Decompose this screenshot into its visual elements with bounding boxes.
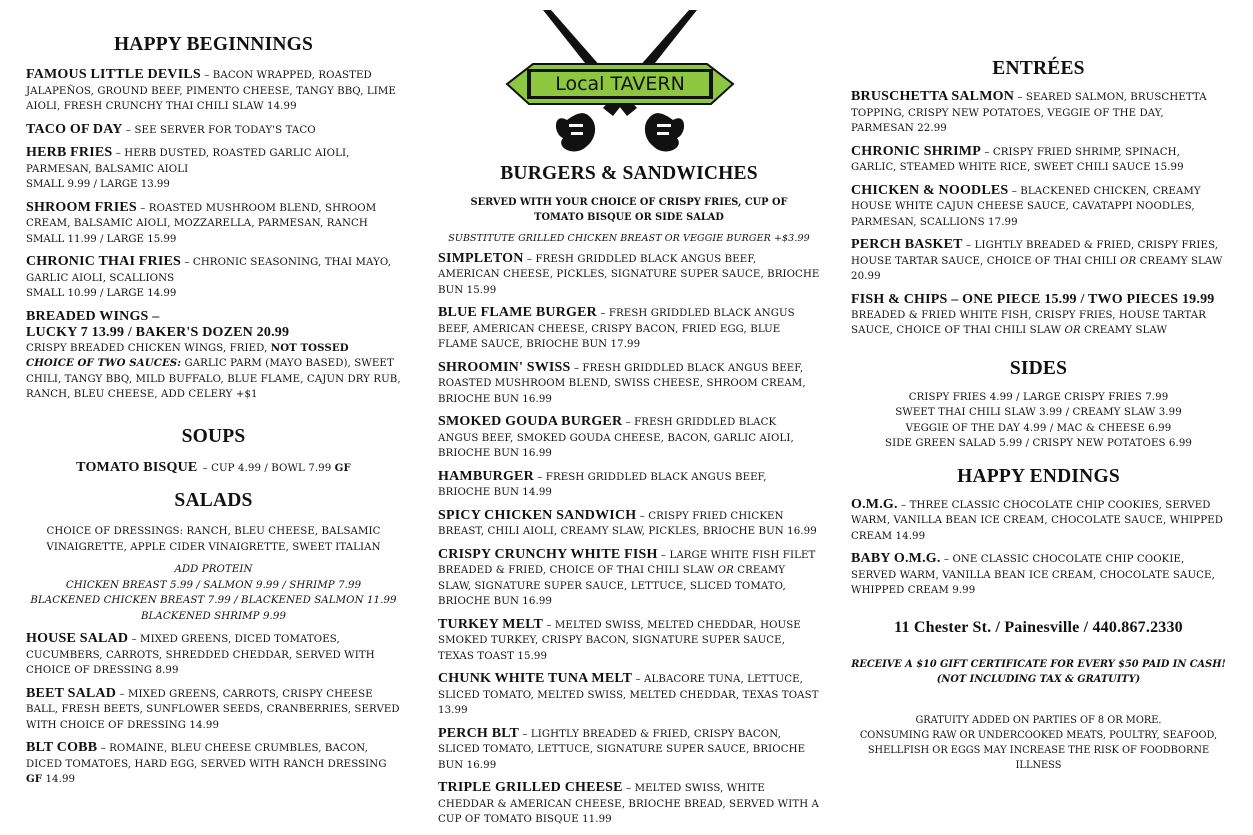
item-description: FRESH GRIDDLED BLACK ANGUS BEEF, ROASTED MUSHROOM BLEND, SWISS CHEESE, SHROOM CREAM, BRIOCHE BUN 16.99 — [438, 362, 806, 405]
item-description: BLACKENED CHICKEN, CREAMY HOUSE WHITE CAJUN CHEESE SAUCE, CAVATAPPI NOODLES, PARMESAN, SCALLIONS 17.99 — [851, 185, 1201, 228]
item-name: PERCH BLT — [438, 725, 520, 741]
menu-item: BRUSCHETTA SALMON – SEARED SALMON, BRUSCHETTA TOPPING, CRISPY NEW POTATOES, VEGGIE OF THE DAY, PARMESAN 22.99 — [851, 89, 1207, 134]
item-name: SMOKED GOUDA BURGER — [438, 414, 623, 429]
item-description: LIGHTLY BREADED & FRIED, CRISPY BACON, SLICED TOMATO, LETTUCE, SIGNATURE SUPER SAUCE, BRIOCHE BUN 16.99 — [438, 728, 806, 771]
side-line: CRISPY FRIES 4.99 / LARGE CRISPY FRIES 7.99 — [908, 391, 1169, 403]
cash-promo: RECEIVE A $10 GIFT CERTIFICATE FOR EVERY $50 PAID IN CASH! (NOT INCLUDING TAX & GRATUITY) — [851, 658, 1226, 685]
item-name: PERCH BASKET — [851, 237, 963, 252]
item-description: SEE SERVER FOR TODAY'S TACO — [134, 124, 316, 136]
item-name: BEET SALAD — [26, 685, 117, 701]
item-name: CRISPY CRUNCHY WHITE FISH — [438, 546, 658, 562]
item-name: SHROOM FRIES — [26, 199, 137, 215]
item-description: BACON WRAPPED, ROASTED JALAPEÑOS, GROUND BEEF, PIMENTO CHEESE, TANGY BBQ, LIME AIOLI, FRESH CRUNCHY THAI CHILI SLAW 14.99 — [26, 70, 396, 112]
item-price: SMALL 11.99 / LARGE 15.99 — [26, 233, 177, 245]
happy-endings-list — [851, 497, 1226, 599]
sides-title: SIDES — [1009, 357, 1068, 379]
item-description: HERB DUSTED, ROASTED GARLIC AIOLI, PARMESAN, BALSAMIC AIOLI — [26, 148, 350, 175]
item-name: BREADED WINGS – — [26, 308, 160, 324]
item-name: SHROOMIN' SWISS — [438, 359, 571, 375]
item-description: CRISPY FRIED SHRIMP, SPINACH, GARLIC, STEAMED WHITE RICE, SWEET CHILI SAUCE 15.99 — [851, 146, 1184, 173]
protein-options: CHICKEN BREAST 5.99 / SALMON 9.99 / SHRIMP 7.99 — [65, 579, 362, 591]
restaurant-address: 11 Chester St. / Painesville / 440.867.2330 — [894, 618, 1183, 636]
menu-item-perch-basket: PERCH BASKET – LIGHTLY BREADED & FRIED, CRISPY FRIES, HOUSE TARTAR SAUCE, CHOICE OF THAI CHILI OR CREAMY SLAW 20.99 — [851, 237, 1223, 282]
item-description: THREE CLASSIC CHOCOLATE CHIP COOKIES, SERVED WARM, VANILLA BEAN ICE CREAM, CHOCOLATE SAUCE, WHIPPED CREAM 14.99 — [851, 499, 1224, 542]
menu-item-fish-chips: FISH & CHIPS – ONE PIECE 15.99 / TWO PIECES 19.99 BREADED & FRIED WHITE FISH, CRISPY FRIES, HOUSE TARTAR SAUCE, CHOICE OF THAI CHILI SLAW OR CREAMY SLAW — [851, 292, 1226, 339]
item-description: CHRONIC SEASONING, THAI MAYO, GARLIC AIOLI, SCALLIONS — [26, 257, 392, 284]
dressing-choices: CHOICE OF DRESSINGS: RANCH, BLEU CHEESE, BALSAMIC VINAIGRETTE, APPLE CIDER VINAIGRETTE, SWEET ITALIAN — [46, 526, 381, 553]
item-price: LUCKY 7 13.99 / BAKER'S DOZEN 20.99 — [26, 324, 290, 340]
burgers-subtitle: SERVED WITH YOUR CHOICE OF CRISPY FRIES, CUP OF TOMATO BISQUE OR SIDE SALAD — [470, 197, 788, 223]
menu-item-tomato-bisque: TOMATO BISQUE – CUP 4.99 / BOWL 7.99 GF — [76, 459, 351, 475]
happy-beginnings-list — [26, 67, 401, 302]
menu-item: TURKEY MELT – MELTED SWISS, MELTED CHEDDAR, HOUSE SMOKED TURKEY, CRISPY BACON, SIGNATURE SUPER SAUCE, TEXAS TOAST 15.99 — [438, 616, 801, 662]
item-name: BLT COBB — [26, 740, 98, 755]
burgers-title: BURGERS & SANDWICHES — [500, 163, 758, 184]
entrees-title: ENTRÉES — [992, 58, 1085, 79]
side-line: SWEET THAI CHILI SLAW 3.99 / CREAMY SLAW 3.99 — [895, 407, 1182, 418]
item-description: FRESH GRIDDLED BLACK ANGUS BEEF, AMERICAN CHEESE, CRISPY BACON, FRIED EGG, BLUE FLAME SAUCE, BRIOCHE BUN 17.99 — [438, 308, 795, 350]
item-name: HOUSE SALAD — [26, 631, 129, 646]
item-name: CHICKEN & NOODLES — [851, 182, 1009, 198]
logo-text: Local TAVERN — [555, 73, 685, 95]
item-description: FRESH GRIDDLED BLACK ANGUS BEEF, AMERICAN CHEESE, PICKLES, SIGNATURE SUPER SAUCE, BRIOCHE BUN 15.99 — [438, 253, 820, 296]
right-column — [851, 0, 1226, 773]
item-description: CRISPY BREADED CHICKEN WINGS, FRIED, NOT TOSSED CHOICE OF TWO SAUCES: GARLIC PARM (MAYO BASED), SWEET CHILI, TANGY BBQ, MILD BUFFALO, BLUE FLAME, CAJUN DRY RUB, RANCH, BLEU CHEESE, ADD CELERY +$1 — [26, 341, 401, 400]
item-description: ROASTED MUSHROOM BLEND, SHROOM CREAM, BALSAMIC AIOLI, MOZZARELLA, PARMESAN, RANCH — [26, 202, 377, 229]
menu-item: CHRONIC THAI FRIES – CHRONIC SEASONING, THAI MAYO, GARLIC AIOLI, SCALLIONS SMALL 10.99 / LARGE 14.99 — [26, 254, 401, 302]
menu-item-wings — [26, 309, 401, 403]
burger-list-2 — [438, 617, 820, 828]
menu-item: SHROOMIN' SWISS – FRESH GRIDDLED BLACK ANGUS BEEF, ROASTED MUSHROOM BLEND, SWISS CHEESE, SHROOM CREAM, BRIOCHE BUN 16.99 — [438, 359, 806, 405]
item-name: CHRONIC THAI FRIES — [26, 254, 182, 269]
item-description: ONE CLASSIC CHOCOLATE CHIP COOKIE, SERVED WARM, VANILLA BEAN ICE CREAM, CHOCOLATE SAUCE, WHIPPED CREAM 9.99 — [851, 554, 1215, 596]
item-price: SMALL 9.99 / LARGE 13.99 — [26, 179, 170, 190]
item-name: SIMPLETON — [438, 250, 524, 266]
menu-item: CHUNK WHITE TUNA MELT – ALBACORE TUNA, LETTUCE, SLICED TOMATO, MELTED SWISS, MELTED CHEDDAR, TEXAS TOAST 13.99 — [438, 671, 819, 716]
menu-item: O.M.G. – THREE CLASSIC CHOCOLATE CHIP COOKIES, SERVED WARM, VANILLA BEAN ICE CREAM, CHOCOLATE SAUCE, WHIPPED CREAM 14.99 — [851, 496, 1224, 542]
item-name: O.M.G. — [851, 496, 898, 512]
happy-endings-title: HAPPY ENDINGS — [957, 465, 1120, 487]
item-name: TURKEY MELT — [438, 616, 544, 632]
item-description: FRESH GRIDDLED BLACK ANGUS BEEF, SMOKED GOUDA CHEESE, BACON, GARLIC AIOLI, BRIOCHE BUN 16.99 — [438, 417, 794, 459]
menu-item: SIMPLETON – FRESH GRIDDLED BLACK ANGUS BEEF, AMERICAN CHEESE, PICKLES, SIGNATURE SUPER SAUCE, BRIOCHE BUN 15.99 — [438, 250, 820, 296]
protein-options: BLACKENED CHICKEN BREAST 7.99 / BLACKENED SALMON 11.99 — [30, 595, 397, 606]
item-name: BRUSCHETTA SALMON — [851, 89, 1015, 104]
gf-badge: GF — [26, 773, 43, 785]
menu-item: BLUE FLAME BURGER – FRESH GRIDDLED BLACK ANGUS BEEF, AMERICAN CHEESE, CRISPY BACON, FRIED EGG, BLUE FLAME SAUCE, BRIOCHE BUN 17.99 — [438, 305, 795, 350]
item-description: MIXED GREENS, DICED TOMATOES, CUCUMBERS, CARROTS, SHREDDED CHEDDAR, SERVED WITH CHOICE OF DRESSING 8.99 — [26, 634, 375, 676]
menu-item: PERCH BLT – LIGHTLY BREADED & FRIED, CRISPY BACON, SLICED TOMATO, LETTUCE, SIGNATURE SUPER SAUCE, BRIOCHE BUN 16.99 — [438, 725, 806, 771]
menu-item: TACO OF DAY – SEE SERVER FOR TODAY'S TACO — [26, 121, 316, 137]
side-line: VEGGIE OF THE DAY 4.99 / MAC & CHEESE 6.99 — [905, 422, 1172, 434]
menu-item: SMOKED GOUDA BURGER – FRESH GRIDDLED BLACK ANGUS BEEF, SMOKED GOUDA CHEESE, BACON, GARLIC AIOLI, BRIOCHE BUN 16.99 — [438, 414, 794, 459]
happy-beginnings-title: HAPPY BEGINNINGS — [113, 34, 314, 55]
substitute-note: SUBSTITUTE GRILLED CHICKEN BREAST OR VEGGIE BURGER +$3.99 — [448, 233, 810, 244]
item-description: ALBACORE TUNA, LETTUCE, SLICED TOMATO, MELTED SWISS, MELTED CHEDDAR, TEXAS TOAST 13.99 — [438, 674, 819, 716]
entree-list — [851, 89, 1226, 230]
left-column — [26, 0, 401, 795]
gratuity-warning: GRATUITY ADDED ON PARTIES OF 8 OR MORE. CONSUMING RAW OR UNDERCOOKED MEATS, POULTRY, SEAFOOD, SHELLFISH OR EGGS MAY INCREASE THE RISK OF FOODBORNE ILLNESS — [859, 714, 1218, 771]
menu-item: SPICY CHICKEN SANDWICH – CRISPY FRIED CHICKEN BREAST, CHILI AIOLI, CREAMY SLAW, PICKLES, BRIOCHE BUN 16.99 — [438, 507, 817, 537]
item-description: FRESH GRIDDLED BLACK ANGUS BEEF, BRIOCHE BUN 14.99 — [438, 471, 767, 498]
salad-list — [26, 631, 401, 733]
menu-item: HOUSE SALAD – MIXED GREENS, DICED TOMATOES, CUCUMBERS, CARROTS, SHREDDED CHEDDAR, SERVED WITH CHOICE OF DRESSING 8.99 — [26, 631, 375, 676]
item-price: SMALL 10.99 / LARGE 14.99 — [26, 288, 177, 299]
menu-item: HERB FRIES – HERB DUSTED, ROASTED GARLIC AIOLI, PARMESAN, BALSAMIC AIOLI SMALL 9.99 / LARGE 13.99 — [26, 145, 401, 193]
item-description: MELTED SWISS, MELTED CHEDDAR, HOUSE SMOKED TURKEY, CRISPY BACON, SIGNATURE SUPER SAUCE, TEXAS TOAST 15.99 — [438, 619, 801, 662]
item-description: MELTED SWISS, WHITE CHEDDAR & AMERICAN CHEESE, BRIOCHE BREAD, SERVED WITH A CUP OF TOMATO BISQUE 11.99 — [438, 783, 820, 825]
menu-item: BEET SALAD – MIXED GREENS, CARROTS, CRISPY CHEESE BALL, FRESH BEETS, SUNFLOWER SEEDS, CRANBERRIES, SERVED WITH CHOICE OF DRESSING 14.99 — [26, 685, 400, 731]
item-description: CRISPY FRIED CHICKEN BREAST, CHILI AIOLI, CREAMY SLAW, PICKLES, BRIOCHE BUN 16.99 — [438, 510, 817, 537]
menu-item: TRIPLE GRILLED CHEESE – MELTED SWISS, WHITE CHEDDAR & AMERICAN CHEESE, BRIOCHE BREAD, SERVED WITH A CUP OF TOMATO BISQUE 11.99 — [438, 780, 820, 825]
protein-options: BLACKENED SHRIMP 9.99 — [140, 610, 287, 622]
item-name: CHUNK WHITE TUNA MELT — [438, 671, 633, 686]
soups-title: SOUPS — [181, 425, 246, 447]
item-name: HERB FRIES — [26, 145, 113, 160]
menu-item: FAMOUS LITTLE DEVILS – BACON WRAPPED, ROASTED JALAPEÑOS, GROUND BEEF, PIMENTO CHEESE, TANGY BBQ, LIME AIOLI, FRESH CRUNCHY THAI CHILI SLAW 14.99 — [26, 67, 396, 112]
item-name: BABY O.M.G. — [851, 551, 941, 566]
item-name: FAMOUS LITTLE DEVILS — [26, 67, 201, 82]
burger-list — [438, 251, 820, 540]
menu-item: SHROOM FRIES – ROASTED MUSHROOM BLEND, SHROOM CREAM, BALSAMIC AIOLI, MOZZARELLA, PARMESAN, RANCH SMALL 11.99 / LARGE 15.99 — [26, 200, 401, 248]
item-name: CHRONIC SHRIMP — [851, 143, 981, 159]
menu-item: CHRONIC SHRIMP – CRISPY FRIED SHRIMP, SPINACH, GARLIC, STEAMED WHITE RICE, SWEET CHILI SAUCE 15.99 — [851, 143, 1184, 173]
salads-title: SALADS — [174, 490, 253, 511]
menu-item: BABY O.M.G. – ONE CLASSIC CHOCOLATE CHIP COOKIE, SERVED WARM, VANILLA BEAN ICE CREAM, CHOCOLATE SAUCE, WHIPPED CREAM 9.99 — [851, 551, 1215, 596]
item-name: HAMBURGER — [438, 468, 534, 484]
item-description: MIXED GREENS, CARROTS, CRISPY CHEESE BALL, FRESH BEETS, SUNFLOWER SEEDS, CRANBERRIES, SERVED WITH CHOICE OF DRESSING 14.99 — [26, 688, 400, 731]
gf-badge: GF — [334, 461, 351, 474]
item-description: SEARED SALMON, BRUSCHETTA TOPPING, CRISPY NEW POTATOES, VEGGIE OF THE DAY, PARMESAN 22.99 — [851, 92, 1207, 134]
item-name: FISH & CHIPS – ONE PIECE 15.99 / TWO PIECES 19.99 — [851, 291, 1215, 307]
menu-item-white-fish: CRISPY CRUNCHY WHITE FISH – LARGE WHITE FISH FILET BREADED & FRIED, CHOICE OF THAI CHILI SLAW OR CREAMY SLAW, SIGNATURE SUPER SAUCE, LETTUCE, SLICED TOMATO, BRIOCHE BUN 16.99 — [438, 546, 816, 607]
item-name: TOMATO BISQUE — [76, 459, 198, 475]
menu-item-blt-cobb: BLT COBB – ROMAINE, BLEU CHEESE CRUMBLES, BACON, DICED TOMATOES, HARD EGG, SERVED WITH RANCH DRESSING GF 14.99 — [26, 740, 387, 785]
sides-list — [851, 390, 1226, 452]
add-protein-title: ADD PROTEIN — [174, 564, 253, 575]
menu-item: HAMBURGER – FRESH GRIDDLED BLACK ANGUS BEEF, BRIOCHE BUN 14.99 — [438, 468, 767, 498]
item-name: TRIPLE GRILLED CHEESE — [438, 780, 623, 795]
menu-item: CHICKEN & NOODLES – BLACKENED CHICKEN, CREAMY HOUSE WHITE CAJUN CHEESE SAUCE, CAVATAPPI NOODLES, PARMESAN, SCALLIONS 17.99 — [851, 182, 1201, 228]
item-name: BLUE FLAME BURGER — [438, 305, 597, 320]
item-name: TACO OF DAY — [26, 121, 123, 137]
item-name: SPICY CHICKEN SANDWICH — [438, 507, 637, 523]
middle-column — [438, 0, 820, 835]
side-line: SIDE GREEN SALAD 5.99 / CRISPY NEW POTATOES 6.99 — [884, 438, 1192, 449]
